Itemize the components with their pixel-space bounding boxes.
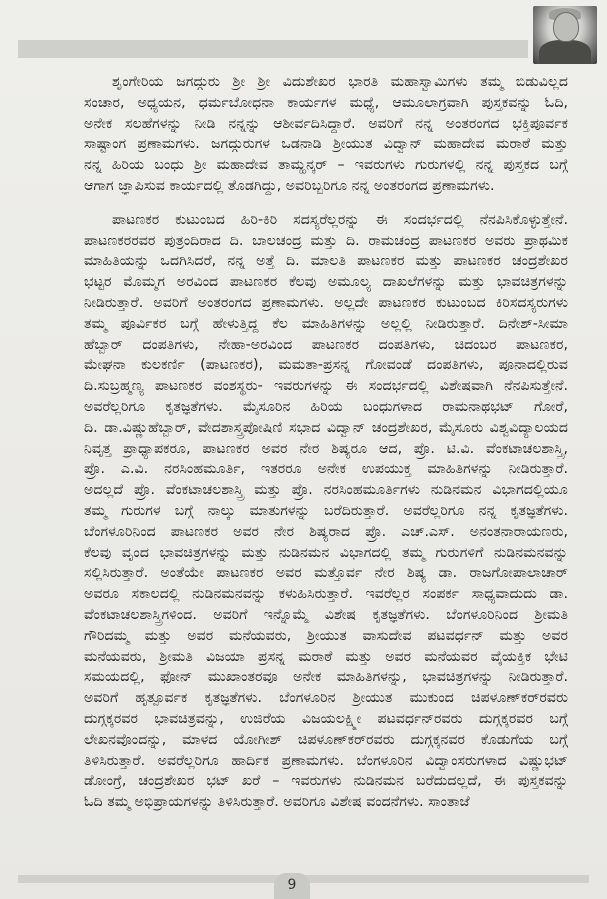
text-line: ಪಾಟಣಕರರವರ ಪುತ್ರಂದಿರಾದ ದಿ. ಬಾಲಚಂದ್ರ ಮತ್ತು ದಿ. ರಾಮಚಂದ್ರ ಪಾಟಣಕರ ಅವರು ಪ್ರಾಥಮಿಕ [84, 232, 568, 249]
text-line: ತಮ್ಮ ಪೂರ್ವಿಕರ ಬಗ್ಗೆ ಹೇಳುತ್ತಿದ್ದ ಕೆಲ ಮಾಹಿತಿಗಳನ್ನು ಅಲ್ಲಲ್ಲಿ ನೀಡಿರುತ್ತಾರೆ. ದಿನೇಶ್-ಸೀಮಾ [84, 315, 568, 332]
text-line: ತಿಳಿಸಿರುತ್ತಾರೆ. ಅವರೆಲ್ಲರಿಗೂ ಹಾರ್ದಿಕ ಪ್ರಣಾಮಗಳು. ಬೆಂಗಳೂರಿನ ವಿದ್ವಾಂಸರುಗಳಾದ ವಿಷ್ಣುಭಟ್ [84, 752, 568, 769]
text-line: ಪಾಟಣಕರ ಕುಟುಂಬದ ಹಿರಿ-ಕಿರಿ ಸದಸ್ಯರೆಲ್ಲರನ್ನು ಈ ಸಂದರ್ಭದಲ್ಲಿ ನೆನಪಿಸಿಕೊಳ್ಳುತ್ತೇನೆ. [112, 211, 568, 228]
text-line: ಸಾಷ್ಟಾಂಗ ಪ್ರಣಾಮಗಳು. ಜಗದ್ಗುರುಗಳ ಒಡನಾಡಿ ಶ್ರೀಯುತ ವಿದ್ವಾನ್ ಮಹಾದೇವ ಮರಾಠೆ ಮತ್ತು [84, 136, 568, 153]
portrait-head [553, 12, 579, 42]
text-line: ಮನೆಯವರು, ಶ್ರೀಮತಿ ವಿಜಯಾ ಪ್ರಸನ್ನ ಮರಾಠೆ ಮತ್ತು ಅವರ ಮನೆಯವರ ವೈಯಕ್ತಿಕ ಭೇಟಿ [84, 648, 568, 665]
text-line: ನೀಡಿರುತ್ತಾರೆ. ಅವರಿಗೆ ಅಂತರಂಗದ ಪ್ರಣಾಮಗಳು. ಅಲ್ಲದೇ ಪಾಟಣಕರ ಕುಟುಂಬದ ಕಿರಿಸದಸ್ಯರುಗಳು [84, 294, 568, 311]
paragraph [84, 210, 568, 813]
portrait-body [539, 40, 591, 64]
text-line: ಆಗಾಗ ಜ್ಞಾಪಿಸುವ ಕಾರ್ಯದಲ್ಲಿ ತೊಡಗಿದ್ದು, ಅವರಿಬ್ಬರಿಗೂ ನನ್ನ ಅಂತರಂಗದ ಪ್ರಣಾಮಗಳು. [84, 177, 495, 194]
text-line: ನನ್ನ ಹಿರಿಯ ಬಂಧು ಶ್ರೀ ಮಹಾದೇವ ತಾಮ್ಹನ್ಕರ್ – ಇವರುಗಳು ಗುರುಗಳಲ್ಲಿ ನನ್ನ ಪುಸ್ತಕದ ಬಗ್ಗೆ [84, 157, 568, 174]
text-line: ದಿ. ಡಾ.ವಿಷ್ಣುಹೆಬ್ಬಾರ್, ವೇದಶಾಸ್ತ್ರಪೋಷಿಣಿ ಸಭಾದ ವಿದ್ವಾನ್ ಚಂದ್ರಶೇಖರ, ಮೈಸೂರು ವಿಶ್ವವಿದ್ಯಾಲಯದ [84, 419, 568, 436]
text-line: ಬೆಂಗಳೂರಿನಿಂದ ಪಾಟಣಕರ ಅವರ ನೇರ ಶಿಷ್ಯರಾದ ಪ್ರೊ. ಎಚ್.ಎಸ್. ಅನಂತನಾರಾಯಣರು, [84, 523, 568, 540]
text-line: ಶೃಂಗೇರಿಯ ಜಗದ್ಗುರು ಶ್ರೀ ಶ್ರೀ ವಿದುಶೇಖರ ಭಾರತಿ ಮಹಾಸ್ವಾಮಿಗಳು ತಮ್ಮ ಬಿಡುವಿಲ್ಲದ [112, 74, 568, 90]
text-line: ಪ್ರೊ. ಎ.ವಿ. ನರಸಿಂಹಮೂರ್ತಿ, ಇತರರೂ ಅನೇಕ ಉಪಯುಕ್ತ ಮಾಹಿತಿಗಳನ್ನು ನೀಡಿರುತ್ತಾರೆ. [84, 461, 568, 478]
text-line: ಸಲ್ಲಿಸಿರುತ್ತಾರೆ. ಅಂತೆಯೇ ಪಾಟಣಕರ ಅವರ ಮತ್ತೊರ್ವ ನೇರ ಶಿಷ್ಯ ಡಾ. ರಾಜಗೋಪಾಲಾಚಾರ್ [84, 565, 568, 582]
paragraph [84, 72, 568, 197]
page-number: 9 [274, 873, 310, 899]
text-line: ಮಾಹಿತಿಯನ್ನು ಒದಗಿಸಿದರೆ, ನನ್ನ ಅತ್ತೆ ದಿ. ಮಾಲತಿ ಪಾಟಣಕರ ಮತ್ತು ಪಾಟಣಕರ ಚಂದ್ರಶೇಖರ [84, 253, 568, 270]
portrait-photo-icon [533, 6, 597, 64]
text-line: ಗೌರಿದಮ್ಮ ಮತ್ತು ಅವರ ಮನೆಯವರು, ಶ್ರೀಯುತ ವಾಸುದೇವ ಪಟವರ್ಧನ್ ಮತ್ತು ಅವರ [84, 627, 568, 644]
text-line: ಮೇಘನಾ ಕುಲಕರ್ಣಿ (ಪಾಟಣಕರ), ಮಮತಾ-ಪ್ರಸನ್ನ ಗೋವಂಡೆ ದಂಪತಿಗಳು, ಪೂನಾದಲ್ಲಿರುವ [84, 357, 568, 374]
text-line: ಅವರೆಲ್ಲರಿಗೂ ಕೃತಜ್ಞತೆಗಳು. ಮೈಸೂರಿನ ಹಿರಿಯ ಬಂಧುಗಳಾದ ರಾಮನಾಥಭಟ್ ಗೋರೆ, [84, 398, 568, 415]
text-line: ದಿ.ಸುಬ್ರಹ್ಮಣ್ಯ ಪಾಟಣಕರ ವಂಶಸ್ಥರು- ಇವರುಗಳನ್ನು ಈ ಸಂದರ್ಭದಲ್ಲಿ ವಿಶೇಷವಾಗಿ ನೆನಪಿಸುತ್ತೇನೆ. [84, 378, 568, 395]
text-line: ಅವರಿಗೆ ಹೃತ್ಪೂರ್ವಕ ಕೃತಜ್ಞತೆಗಳು. ಬೆಂಗಳೂರಿನ ಶ್ರೀಯುತ ಮುಕುಂದ ಚಿಪಳೂಣ್‌ಕರ್‌ರವರು [84, 690, 568, 707]
body-text [84, 72, 568, 826]
text-line: ಸಂಚಾರ, ಅಧ್ಯಯನ, ಧರ್ಮಬೋಧನಾ ಕಾರ್ಯಗಳ ಮಧ್ಯೆ, ಆಮೂಲಾಗ್ರವಾಗಿ ಪುಸ್ತಕವನ್ನು ಓದಿ, [84, 94, 568, 111]
header-rule [18, 40, 528, 58]
text-line: ಕೆಲವು ವೃಂದ ಭಾವಚಿತ್ರಗಳನ್ನು ಮತ್ತು ನುಡಿನಮನ ವಿಭಾಗದಲ್ಲಿ ತಮ್ಮ ಗುರುಗಳಿಗೆ ನುಡಿನಮನವನ್ನು [84, 544, 568, 561]
text-line: ತಮ್ಮ ಗುರುಗಳ ಬಗ್ಗೆ ನಾಲ್ಕು ಮಾತುಗಳನ್ನು ಬರೆದಿರುತ್ತಾರೆ. ಅವರೆಲ್ಲರಿಗೂ ನನ್ನ ಕೃತಜ್ಞತೆಗಳು. [84, 502, 568, 519]
text-line: ವೆಂಕಟಾಚಲಶಾಸ್ತ್ರಿಗಳಿಂದ. ಅವರಿಗೆ ಇನ್ನೊಮ್ಮೆ ವಿಶೇಷ ಕೃತಜ್ಞತೆಗಳು. ಬೆಂಗಳೂರಿನಿಂದ ಶ್ರೀಮತಿ [84, 606, 568, 623]
text-line: ಲೇಖನವೊಂದನ್ನು, ಮಾಳದ ಯೋಗೀಶ್ ಚಿಪಳೂಣ್‌ಕರ್‌ರವರು ದುಗ್ಗಕ್ಕನವರ ಕೊಡುಗೆಯ ಬಗ್ಗೆ [84, 731, 568, 748]
text-line: ಅವರೂ ಸಕಾಲದಲ್ಲಿ ನುಡಿನಮನವನ್ನು ಕಳುಹಿಸಿರುತ್ತಾರೆ. ಇವರೆಲ್ಲರ ಸಂಪರ್ಕ ಸಾಧ್ಯವಾದುದು ಡಾ. [84, 586, 568, 603]
text-line: ಓದಿ ತಮ್ಮ ಅಭಿಪ್ರಾಯಗಳನ್ನು ತಿಳಿಸಿರುತ್ತಾರೆ. ಅವರಿಗೂ ವಿಶೇಷ ವಂದನೆಗಳು. ಸಾಂತಾಜೆ [84, 794, 470, 811]
text-line: ಡೋಂಗ್ರೆ, ಚಂದ್ರಶೇಖರ ಭಟ್ ಖರೆ – ಇವರುಗಳು ನುಡಿನಮನ ಬರೆದುದಲ್ಲದೆ, ಈ ಪುಸ್ತಕವನ್ನು [84, 773, 568, 790]
text-line: ಅನೇಕ ಸಲಹೆಗಳನ್ನು ನೀಡಿ ನನ್ನನ್ನು ಆಶೀರ್ವದಿಸಿದ್ದಾರೆ. ಅವರಿಗೆ ನನ್ನ ಅಂತರಂಗದ ಭಕ್ತಿಪೂರ್ವಕ [84, 115, 568, 132]
text-line: ಅದಲ್ಲದೆ ಪ್ರೊ. ವೆಂಕಟಾಚಲಶಾಸ್ತ್ರಿ ಮತ್ತು ಪ್ರೊ. ನರಸಿಂಹಮೂರ್ತಿಗಳು ನುಡಿನಮನ ವಿಭಾಗದಲ್ಲಿಯೂ [84, 482, 568, 499]
text-line: ಸಮಯದಲ್ಲಿ, ಫೋನ್ ಮುಖಾಂತರವೂ ಅನೇಕ ಮಾಹಿತಿಗಳನ್ನು, ಭಾವಚಿತ್ರಗಳನ್ನು ನೀಡಿರುತ್ತಾರೆ. [84, 669, 568, 686]
text-line: ದುಗ್ಗಕ್ಕರವರ ಭಾವಚಿತ್ರವನ್ನು, ಉಜಿರೆಯ ವಿಜಯಲಕ್ಷ್ಮೀ ಪಟವರ್ಧನ್‌ರವರು ದುಗ್ಗಕ್ಕರವರ ಬಗ್ಗೆ [84, 710, 568, 727]
text-line: ಭಟ್ಟರ ಮೊಮ್ಮಗ ಅರವಿಂದ ಪಾಟಣಕರ ಕೆಲವು ಅಮೂಲ್ಯ ದಾಖಲೆಗಳನ್ನು ಮತ್ತು ಭಾವಚಿತ್ರಗಳನ್ನು [84, 274, 568, 291]
text-line: ನಿವೃತ್ತ ಪ್ರಾಧ್ಯಾಪಕರೂ, ಪಾಟಣಕರ ಅವರ ನೇರ ಶಿಷ್ಯರೂ ಆದ, ಪ್ರೊ. ಟಿ.ವಿ. ವೆಂಕಟಾಚಲಶಾಸ್ತ್ರಿ, [84, 440, 568, 457]
text-line: ಹೆಬ್ಬಾರ್ ದಂಪತಿಗಳು, ನೇಹಾ-ಅರವಿಂದ ಪಾಟಣಕರ ದಂಪತಿಗಳು, ಚಿದಂಬರ ಪಾಟಣಕರ, [84, 336, 568, 353]
